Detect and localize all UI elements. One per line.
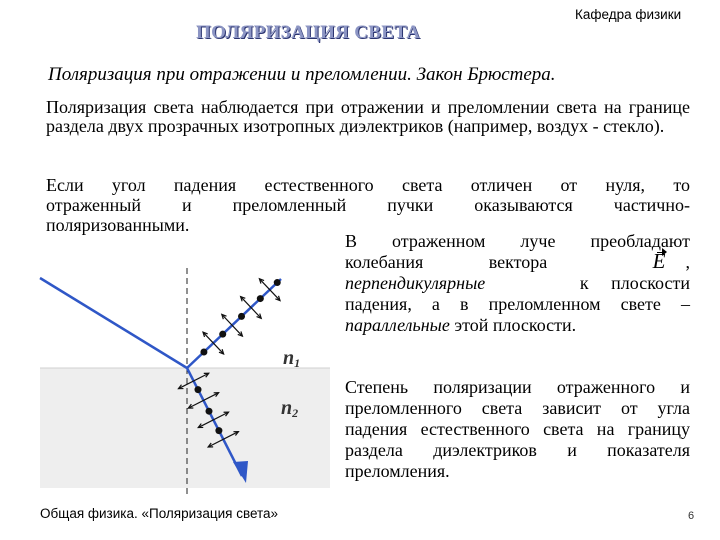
- paragraph-angle-line3: поляризованными.: [46, 215, 190, 235]
- polarization-dot: [200, 348, 207, 355]
- paragraph-angle-line1: Если угол падения естественного света отличен от нуля, то: [46, 175, 690, 195]
- paragraph-intro: Поляризация света наблюдается при отражении и преломлении света на границе раздела двух прозрачных изотропных диэлектриков (например, воздух - стекло).: [46, 97, 690, 136]
- polarization-dot: [219, 331, 226, 338]
- reflected-line5-rest: этой плоскости.: [454, 315, 577, 335]
- vector-e-symbol: E: [652, 249, 666, 273]
- department-label: Кафедра физики: [575, 7, 682, 22]
- polarization-dot: [215, 427, 222, 434]
- section-subtitle: Поляризация при отражении и преломлении. Закон Брюстера.: [48, 64, 556, 85]
- n2-label: n2: [281, 397, 299, 420]
- polarization-dot: [206, 408, 213, 415]
- slide-title: ПОЛЯРИЗАЦИЯ СВЕТА: [196, 22, 421, 43]
- polarization-dot: [257, 295, 264, 302]
- perpendicular-term: перпендикулярные: [345, 273, 486, 293]
- polarization-dot: [195, 386, 202, 393]
- polarization-dot: [274, 279, 281, 286]
- reflected-line3-rest: к плоскости: [579, 273, 690, 293]
- paragraph-degree-of-polarization: Степень поляризации отраженного и преломленного света зависит от угла падения естественного света на границу раздела диэлектриков и показателя преломления.: [345, 377, 690, 481]
- reflected-line1: В отраженном луче преобладают: [345, 231, 690, 251]
- reflected-ray: [187, 279, 281, 368]
- reflected-line2-word2: вектора: [488, 252, 548, 272]
- reflected-line4: падения, а в преломленном свете –: [345, 294, 690, 314]
- n1-label: n1: [283, 347, 301, 370]
- polarization-dot: [238, 313, 245, 320]
- parallel-term: параллельные: [345, 315, 450, 335]
- footer-course-title: Общая физика. «Поляризация света»: [40, 506, 279, 521]
- incident-ray: [40, 278, 187, 368]
- reflected-line2-word1: колебания: [345, 252, 424, 272]
- page-number: 6: [688, 510, 695, 522]
- paragraph-angle-line2: отраженный и преломленный пучки оказываются частично-: [46, 195, 690, 215]
- reflected-line2-comma: ,: [685, 252, 690, 272]
